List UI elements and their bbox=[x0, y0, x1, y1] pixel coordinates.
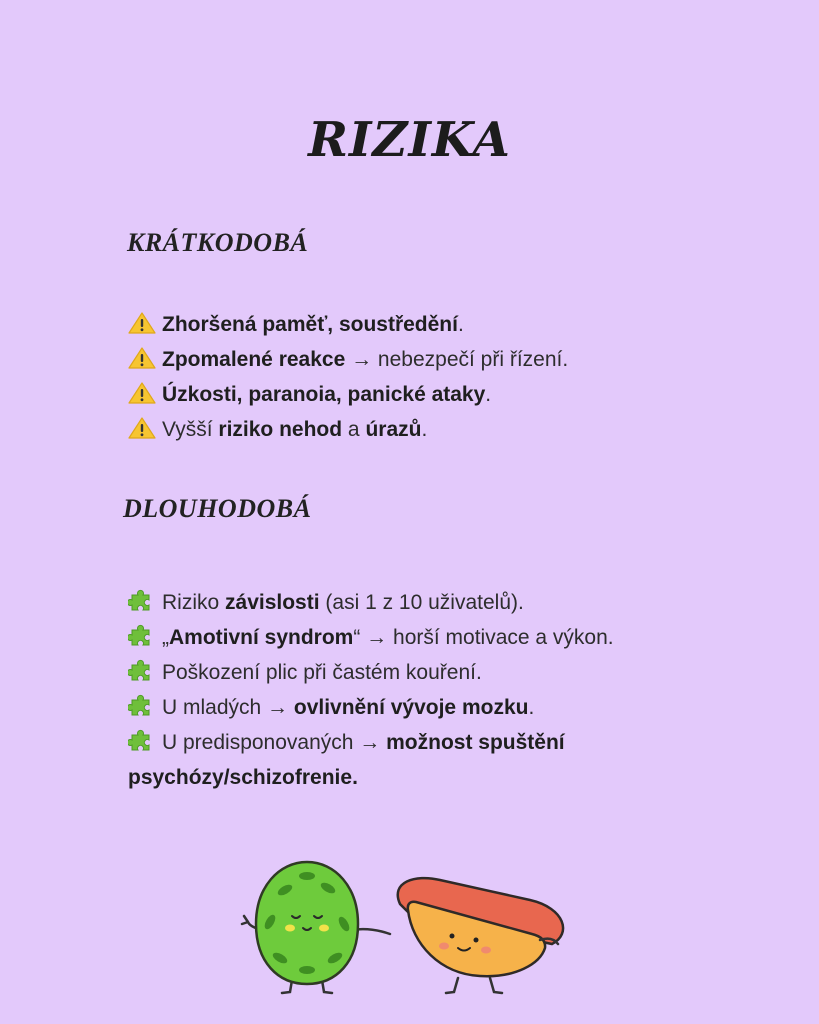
cannabis-bud-character bbox=[242, 862, 390, 993]
list-item: „Amotivní syndrom“ → horší motivace a výkon. bbox=[128, 620, 688, 655]
list-item: Riziko závislosti (asi 1 z 10 uživatelů). bbox=[128, 585, 688, 620]
warning-icon bbox=[128, 416, 156, 440]
list-item: Úzkosti, paranoia, panické ataky. bbox=[128, 377, 688, 412]
list-item: Zpomalené reakce → nebezpečí při řízení. bbox=[128, 342, 688, 377]
puzzle-icon bbox=[128, 694, 156, 718]
puzzle-icon bbox=[128, 729, 156, 753]
warning-icon bbox=[128, 311, 156, 335]
hotdog-character bbox=[398, 878, 563, 993]
list-item: U predisponovaných → možnost spuštění psychózy/schizofrenie. bbox=[128, 731, 565, 789]
list-item: U mladých → ovlivnění vývoje mozku. bbox=[128, 690, 688, 725]
list-item: Poškození plic při častém kouření. bbox=[128, 655, 688, 690]
short-term-heading: KRÁTKODOBÁ bbox=[127, 228, 309, 257]
warning-icon bbox=[128, 381, 156, 405]
warning-icon bbox=[128, 346, 156, 370]
puzzle-icon bbox=[128, 624, 156, 648]
long-term-heading: DLOUHODOBÁ bbox=[123, 494, 312, 523]
list-item: Vyšší riziko nehod a úrazů. bbox=[128, 412, 688, 447]
short-term-list bbox=[128, 307, 688, 447]
long-term-list bbox=[128, 585, 688, 795]
page-title: RIZIKA bbox=[308, 112, 511, 168]
list-item: Zhoršená paměť, soustředění. bbox=[128, 307, 688, 342]
puzzle-icon bbox=[128, 589, 156, 613]
puzzle-icon bbox=[128, 659, 156, 683]
characters-illustration bbox=[240, 852, 580, 1002]
